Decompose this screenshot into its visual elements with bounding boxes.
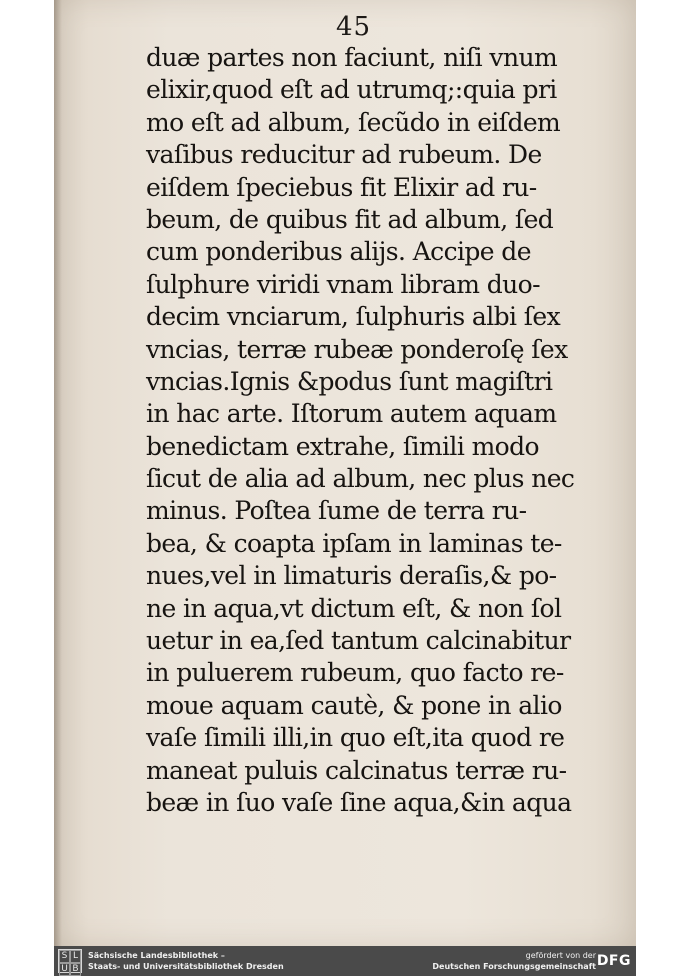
page-number: 45 [336, 12, 372, 42]
library-name-line2: Staats- und Universitätsbibliothek Dresden [88, 962, 284, 971]
text-line: beum, de quibus fit ad album, ſed [146, 204, 554, 234]
text-line: nues,vel in limaturis deraſis,& po- [146, 561, 557, 591]
logo-letter: L [70, 950, 81, 963]
text-line: maneat puluis calcinatus terræ ru- [146, 755, 567, 785]
text-line: bea, & coapta ipſam in laminas te- [146, 528, 562, 558]
text-line: vaſe ſimili illi,in quo eſt,ita quod re [146, 723, 565, 753]
funding-credit [432, 950, 596, 972]
text-line: minus. Poſtea ſume de terra ru- [146, 496, 527, 526]
text-line: ne in aqua,vt dictum eſt, & non ſol [146, 593, 562, 623]
footer-bar [54, 946, 636, 976]
text-line: in puluerem rubeum, quo facto re- [146, 658, 564, 688]
logo-letter: S [59, 950, 70, 963]
logo-letter: U [59, 963, 70, 976]
text-line: ſulphure viridi vnam libram duo- [146, 269, 540, 299]
slub-logo-icon[interactable] [58, 949, 82, 973]
text-line: mo eſt ad album, ſecũdo in eiſdem [146, 107, 561, 137]
text-line: in hac arte. Iſtorum autem aquam [146, 399, 557, 429]
text-line: ſicut de alia ad album, nec plus nec [146, 464, 575, 494]
library-credit [88, 950, 284, 972]
text-line: moue aquam cautè, & pone in alio [146, 690, 562, 720]
text-line: vaſibus reducitur ad rubeum. De [146, 140, 542, 170]
text-line: eiſdem ſpeciebus fit Elixir ad ru- [146, 172, 537, 202]
text-line: vncias, terræ rubeæ ponderoſę ſex [146, 334, 568, 364]
text-line: beæ in ſuo vaſe ſine aqua,&in aqua [146, 787, 572, 817]
text-line: decim vnciarum, ſulphuris albi ſex [146, 302, 561, 332]
text-line: duæ partes non faciunt, niſi vnum [146, 43, 558, 72]
library-name-line1: Sächsische Landesbibliothek – [88, 951, 225, 960]
text-line: benedictam extrahe, ſimili modo [146, 431, 539, 461]
logo-letter: B [70, 963, 81, 976]
text-line: uetur in ea,ſed tantum calcinabitur [146, 626, 571, 656]
text-line: cum ponderibus aliјs. Accipe de [146, 237, 531, 267]
text-line: vncias.Ignis &podus ſunt magiſtri [146, 366, 553, 396]
funding-line2: Deutschen Forschungsgemeinschaft [432, 962, 596, 971]
dfg-logo-icon[interactable]: DFG [596, 953, 631, 969]
scanned-page [54, 0, 636, 946]
text-block [146, 42, 586, 819]
funding-line1: gefördert von der [525, 951, 596, 960]
text-line: elixir,quod eſt ad utrumq;:quia pri [146, 75, 557, 105]
